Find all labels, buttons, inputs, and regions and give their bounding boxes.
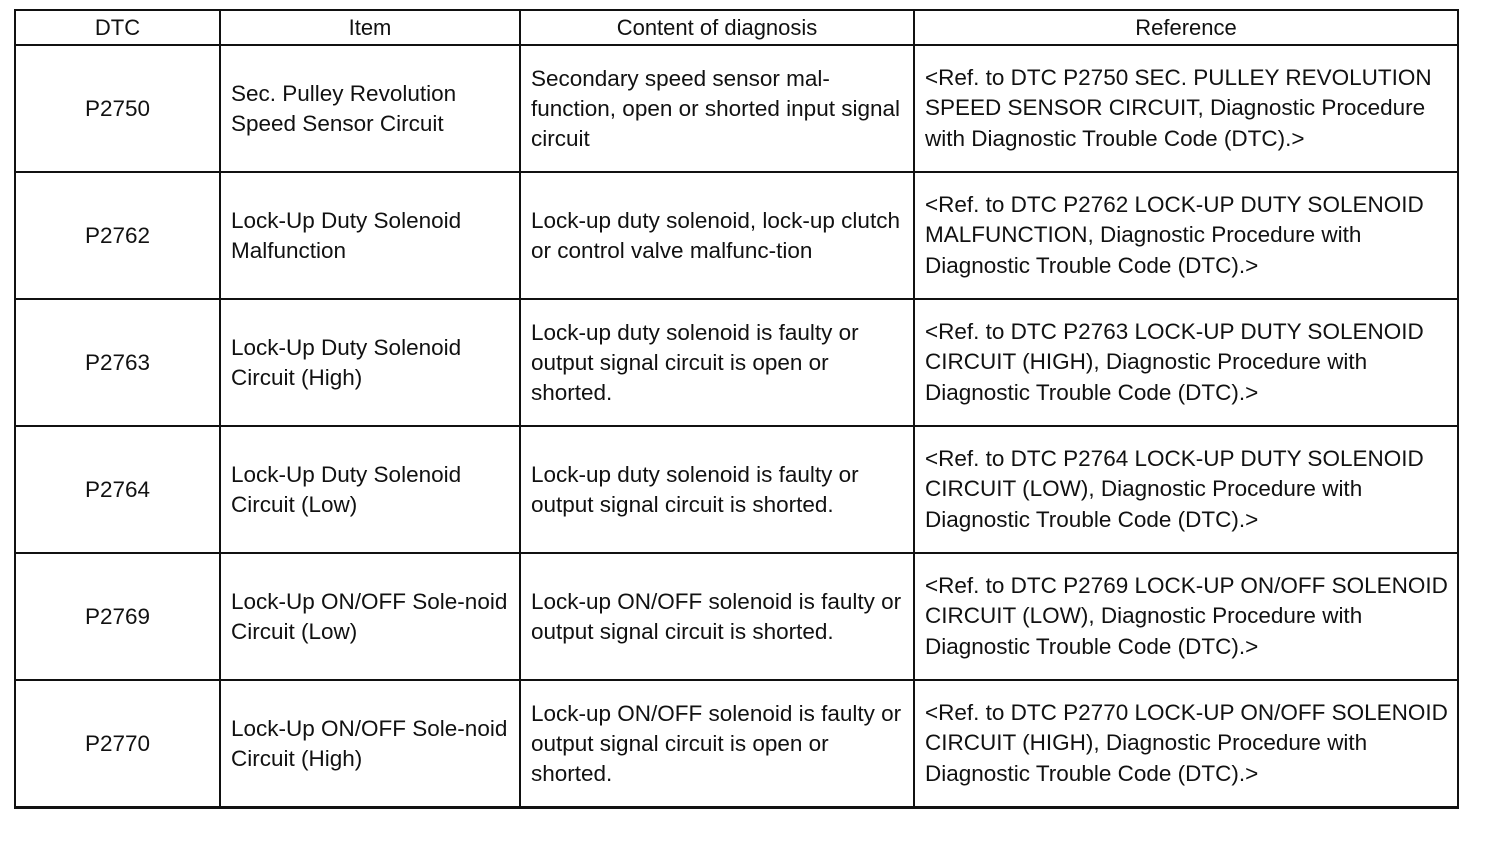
reference-cell: <Ref. to DTC P2770 LOCK-UP ON/OFF SOLENOID CIRCUIT (HIGH), Diagnostic Procedure with Diagnostic Trouble Code (DTC).>	[914, 680, 1458, 808]
dtc-code-cell: P2770	[15, 680, 220, 808]
reference-cell: <Ref. to DTC P2750 SEC. PULLEY REVOLUTION SPEED SENSOR CIRCUIT, Diagnostic Procedure with Diagnostic Trouble Code (DTC).>	[914, 45, 1458, 172]
content-cell: Lock-up ON/OFF solenoid is faulty or output signal circuit is open or shorted.	[520, 680, 914, 808]
item-cell: Lock-Up ON/OFF Sole-noid Circuit (High)	[220, 680, 520, 808]
table-row	[15, 680, 1458, 808]
dtc-code-cell: P2762	[15, 172, 220, 299]
dtc-code-cell: P2764	[15, 426, 220, 553]
reference-cell: <Ref. to DTC P2762 LOCK-UP DUTY SOLENOID MALFUNCTION, Diagnostic Procedure with Diagnostic Trouble Code (DTC).>	[914, 172, 1458, 299]
content-cell: Lock-up ON/OFF solenoid is faulty or output signal circuit is shorted.	[520, 553, 914, 680]
table-row	[15, 172, 1458, 299]
table-body	[15, 45, 1458, 808]
table-row	[15, 299, 1458, 426]
table-row	[15, 426, 1458, 553]
header-dtc: DTC	[15, 10, 220, 45]
content-cell: Lock-up duty solenoid, lock-up clutch or control valve malfunc-tion	[520, 172, 914, 299]
dtc-code-cell: P2769	[15, 553, 220, 680]
item-cell: Lock-Up Duty Solenoid Circuit (High)	[220, 299, 520, 426]
reference-cell: <Ref. to DTC P2763 LOCK-UP DUTY SOLENOID CIRCUIT (HIGH), Diagnostic Procedure with Diagnostic Trouble Code (DTC).>	[914, 299, 1458, 426]
table-row	[15, 45, 1458, 172]
header-content: Content of diagnosis	[520, 10, 914, 45]
item-cell: Lock-Up ON/OFF Sole-noid Circuit (Low)	[220, 553, 520, 680]
item-cell: Lock-Up Duty Solenoid Circuit (Low)	[220, 426, 520, 553]
table-header	[15, 10, 1458, 45]
content-cell: Secondary speed sensor mal-function, open or shorted input signal circuit	[520, 45, 914, 172]
dtc-table	[14, 9, 1459, 809]
dtc-code-cell: P2750	[15, 45, 220, 172]
content-cell: Lock-up duty solenoid is faulty or output signal circuit is shorted.	[520, 426, 914, 553]
header-reference: Reference	[914, 10, 1458, 45]
dtc-code-cell: P2763	[15, 299, 220, 426]
header-row	[15, 10, 1458, 45]
content-cell: Lock-up duty solenoid is faulty or output signal circuit is open or shorted.	[520, 299, 914, 426]
table-row	[15, 553, 1458, 680]
reference-cell: <Ref. to DTC P2764 LOCK-UP DUTY SOLENOID CIRCUIT (LOW), Diagnostic Procedure with Diagnostic Trouble Code (DTC).>	[914, 426, 1458, 553]
reference-cell: <Ref. to DTC P2769 LOCK-UP ON/OFF SOLENOID CIRCUIT (LOW), Diagnostic Procedure with Diagnostic Trouble Code (DTC).>	[914, 553, 1458, 680]
item-cell: Lock-Up Duty Solenoid Malfunction	[220, 172, 520, 299]
item-cell: Sec. Pulley Revolution Speed Sensor Circuit	[220, 45, 520, 172]
header-item: Item	[220, 10, 520, 45]
